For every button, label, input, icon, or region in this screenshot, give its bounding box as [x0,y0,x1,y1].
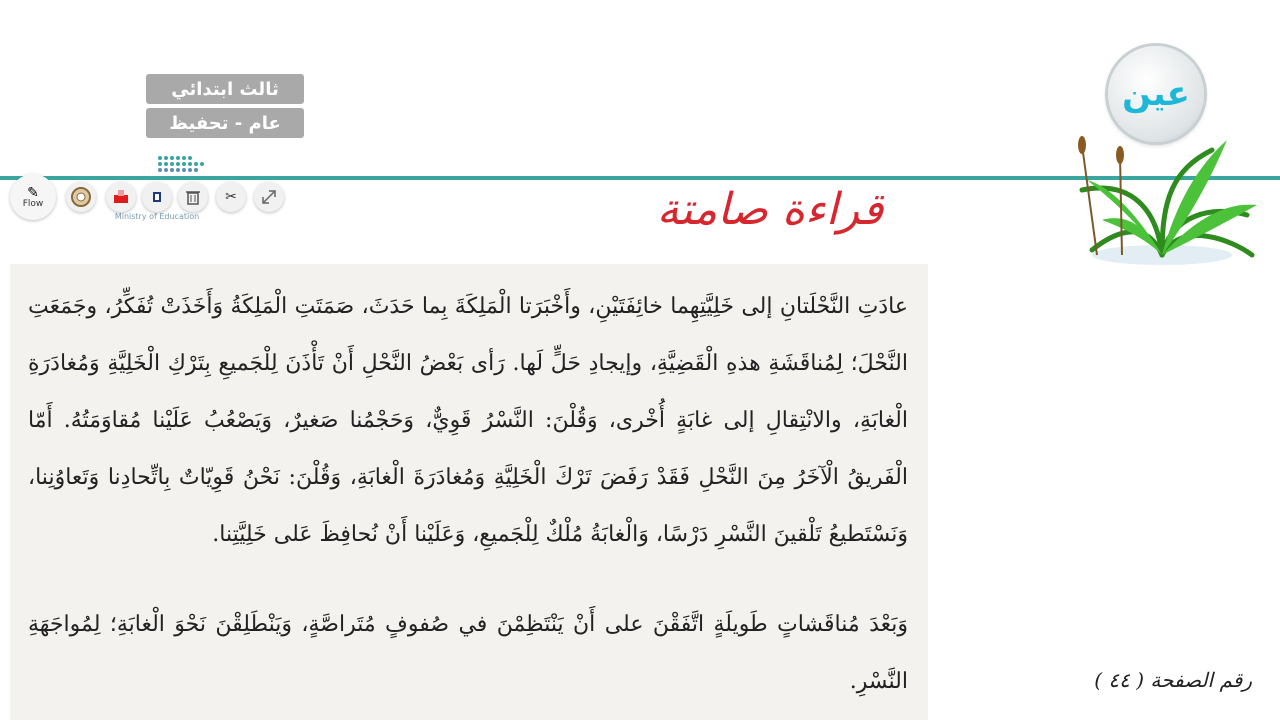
annotation-toolbar [10,172,290,222]
ain-emblem [1062,40,1262,270]
pencil-icon: ✎ [27,185,39,201]
scissors-icon: ✂ [225,189,237,205]
grade-label: ثالث ابتدائي [146,74,304,104]
pointer-icon [70,186,92,208]
marker-icon [147,187,167,207]
expand-icon [260,188,278,206]
flow-label: Flow [22,199,44,209]
expand-button[interactable] [254,182,284,212]
page-number: رقم الصفحة ( ٤٤ ) [1094,668,1252,692]
ain-logo [1108,46,1204,142]
pointer-button[interactable] [66,182,96,212]
track-label: عام - تحفيظ [146,108,304,138]
lesson-title: قراءة صامتة [656,184,884,235]
flow-button[interactable] [10,174,56,220]
trash-button[interactable] [178,182,208,212]
paragraph-2: وَبَعْدَ مُناقَشاتٍ طَويلَةٍ اتَّفَقْنَ على أَنْ يَنْتَظِمْنَ في صُفوفٍ مُتَراصَّةٍ، وَيَنْطَلِقْنَ نَحْوَ الْغابَةِ؛ لِمُواجَهَةِ النَّسْرِ. [28,612,908,694]
scissors-button[interactable] [216,182,246,212]
paragraph-1: عادَتِ النَّحْلَتانِ إلى خَلِيَّتِهِما خائِفَتَيْنِ، وأَخْبَرَتا الْمَلِكَةَ بِما حَدَثَ، صَمَتَتِ الْمَلِكَةُ وَأَخَذَتْ تُفَكِّرُ، وجَمَعَتِ النَّحْلَ؛ لِمُناقَشَةِ هذهِ الْقَضِيَّةِ، وإيجادِ حَلٍّ لَها. رَأى بَعْضُ النَّحْلِ أَنْ تَأْذَنَ لِلْجَميعِ بِتَرْكِ الْخَلِيَّةِ وَمُغادَرَةِ الْغابَةِ، والانْتِقالِ إلى غابَةٍ أُخْرى، وَقُلْنَ: النَّسْرُ قَوِيٌّ، وَحَجْمُنا صَغيرٌ، وَيَصْعُبُ عَلَيْنا مُقاوَمَتُهُ. أَمّا الْفَريقُ الْآخَرُ مِنَ النَّحْلِ فَقَدْ رَفَضَ تَرْكَ الْخَلِيَّةِ وَمُغادَرَةَ الْغابَةِ، وَقُلْنَ: نَحْنُ قَوِيّاتٌ بِاتِّحادِنا وَتَعاوُنِنا، وَنَسْتَطيعُ تَلْقينَ النَّسْرِ دَرْسًا، وَالْغابَةُ مُلْكٌ لِلْجَميعِ، وَعَلَيْنا أَنْ نُحافِظَ عَلى خَلِيَّتِنا. [28,294,909,547]
highlighter-icon [111,187,131,207]
ain-logo-text: عين [1122,74,1190,114]
marker-button[interactable] [142,182,172,212]
textbook-page [10,264,928,720]
trash-icon [183,187,203,207]
ministry-caption: Ministry of Education [114,212,200,221]
highlighter-button[interactable] [106,182,136,212]
